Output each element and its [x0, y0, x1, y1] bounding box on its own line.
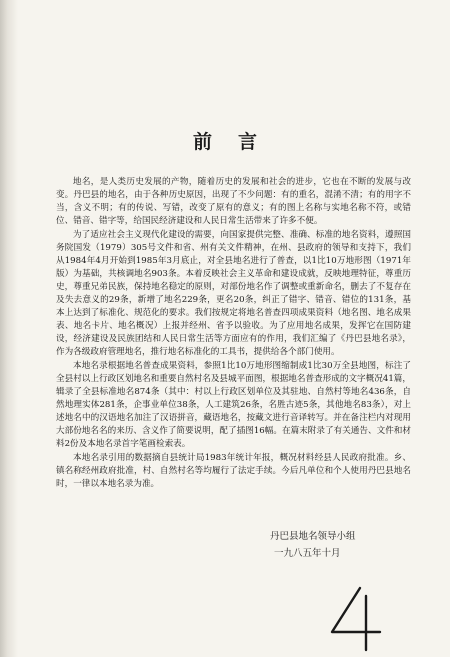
paragraph-4: 本地名录引用的数据摘自县统计局1983年统计年报，概况材料经县人民政府批准。乡、镇名称经州政府批准，村、自然村名等均履行了法定手续。今后凡单位和个人使用丹巴县地名时，一律以本地名录为准。 — [56, 453, 411, 489]
scan-shadow-edge — [0, 0, 18, 657]
signature-date: 一九八五年十月 — [274, 548, 341, 559]
preface-body — [56, 176, 411, 492]
page-title: 前言 — [192, 131, 283, 153]
paragraph-1: 地名，是人类历史发展的产物，随着历史的发展和社会的进步，它也在不断的发展与改变。丹巴县的地名，由于各种历史原因，出现了不少问题：有的重名，混淆不清；有的用字不当，含义不明；有的传说、写错，改变了原有的意义；有的图上名称与实地名称不符，或错位、错音、错字等，给国民经济建设和人民日常生活带来了许多不便。 — [56, 177, 411, 226]
paragraph-3: 本地名录根据地名普查成果资料，参照1比10万地形图缩制成1比30万全县地图，标注了全县村以上行政区划地名和重要自然村名及县城平面图，根据地名普查形成的文字概况41篇，辑录了全县标准地名874条（其中：村以上行政区划单位及其驻地、自然村等地名436条，自然地理实体281条，企事业单位38条，人工建筑26条，名胜古迹5条，其他地名83条），对上述地名中的汉语地名加注了汉语拼音，藏语地名，按藏文进行音译转写。并在备注栏内对现用大部份地名名的来历、含义作了简要说明，配了插图16幅。在篇末附录了有关通告、文件和材料2份及本地名录首字笔画检索表。 — [56, 361, 411, 449]
paragraph-2: 为了适应社会主义现代化建设的需要，向国家提供完整、准确、标准的地名资料，遵照国务院国发（1979）305号文件和省、州有关文件精神，在州、县政府的领导和支持下，我们从1984年4月开始到1985年3月底止，对全县地名进行了普查，以1比10万地形图（1971年版）为基础，共核调地名903条。本着反映社会主义革命和建设成就，反映地理特征，尊重历史，尊重兄弟民族，保持地名稳定的原则，对部份地名作了调整或重新命名，删去了不复存在及失去意义的29条，新增了地名229条，更名20条，纠正了错字、错音、错位的131条，基本上达到了标准化、规范化的要求。我们按规定将地名普查四项成果资料（地名图、地名成果表、地名卡片、地名概况）上报并经州、省予以验收。为了应用地名成果，发挥它在国防建设，经济建设及民族团结和人民日常生活等方面应有的作用，我们汇编了《丹巴县地名录》，作为各级政府管理地名，推行地名标准化的工具书，提供给各个部门使用。 — [56, 230, 411, 357]
handwritten-page-number — [322, 582, 392, 654]
signature-organization: 丹巴县地名领导小组 — [270, 531, 356, 542]
signature-block — [270, 528, 410, 562]
